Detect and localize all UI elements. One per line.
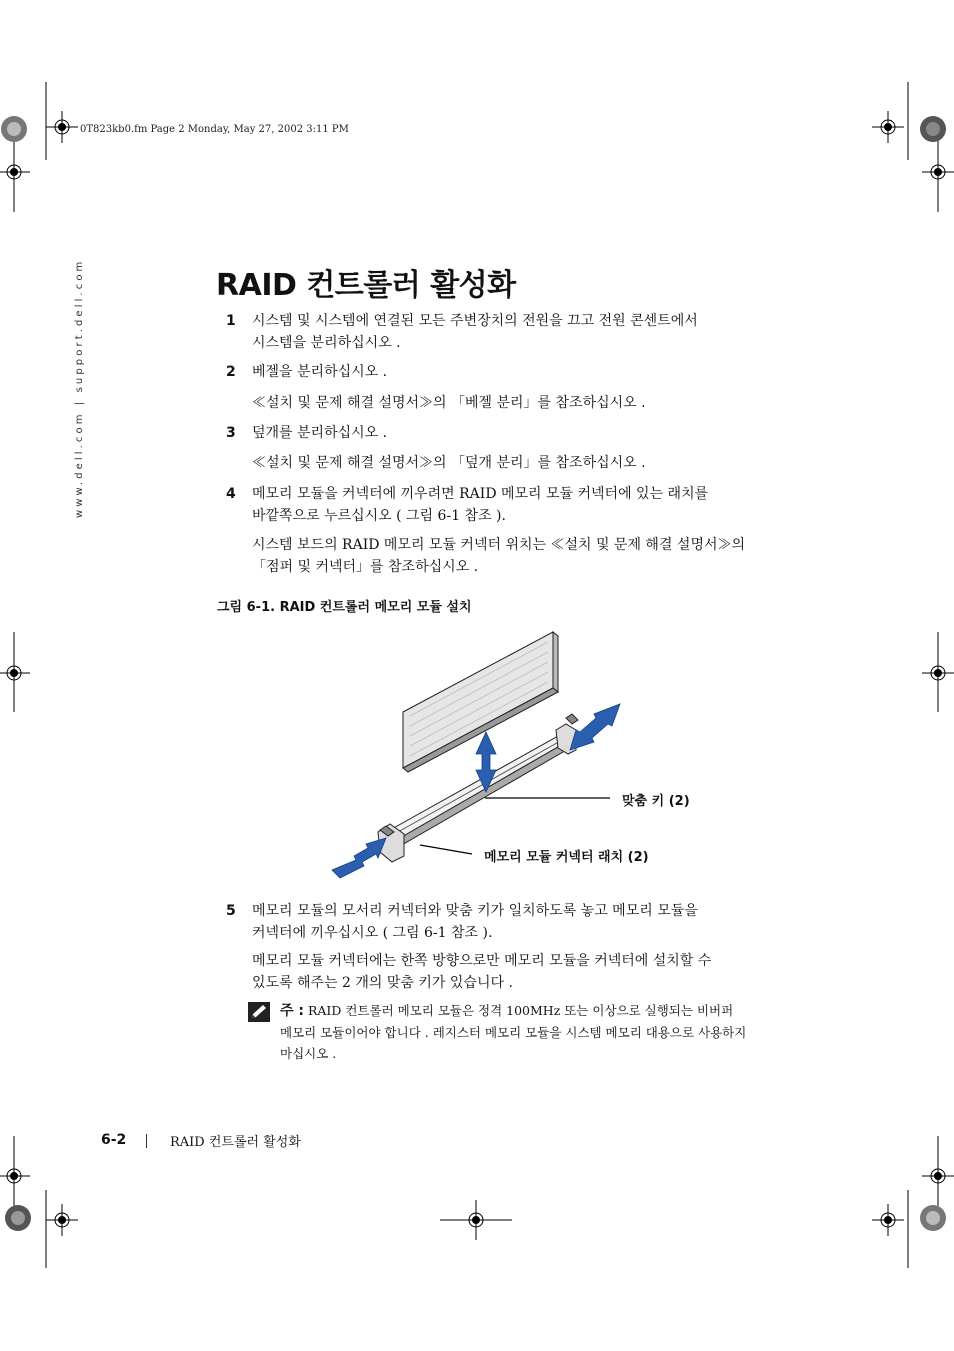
step-number: 1 [226,313,236,329]
footer-section-title: RAID 컨트롤러 활성화 [170,1135,301,1150]
side-url: www.dell.com | support.dell.com [74,258,85,518]
step-number: 3 [226,425,236,441]
step-text: 메모리 모듈을 커넥터에 끼우려면 RAID 메모리 모듈 커넥터에 있는 래치를 바깥쪽으로 누르십시오 ( 그림 6-1 참조 ). [252,486,709,524]
step-text: 베젤을 분리하십시오 . [252,364,388,380]
footer-separator [146,1134,147,1148]
step-text: 덮개를 분리하십시오 . [252,425,388,441]
step-number: 2 [226,364,236,380]
note-label: 주 : [280,1003,304,1019]
note-text: 주 : RAID 컨트롤러 메모리 모듈은 정격 100MHz 또는 이상으로 실행되는 비버퍼 메모리 모듈이어야 합니다 . 레지스터 메모리 모듈을 시스템 메모리 대용으로 사용하지 마십시오 . [280,1003,747,1061]
callout-connector-latch: 메모리 모듈 커넥터 래치 (2) [484,850,649,865]
figure-caption: 그림 6-1. RAID 컨트롤러 메모리 모듈 설치 [217,600,472,615]
callout-alignment-keys: 맞춤 키 (2) [622,794,690,809]
page-title: RAID 컨트롤러 활성화 [216,268,516,303]
step-text: 시스템 및 시스템에 연결된 모든 주변장치의 전원을 끄고 전원 콘센트에서 시스템을 분리하십시오 . [252,313,698,351]
page-number: 6-2 [101,1132,127,1148]
step-text: 메모리 모듈의 모서리 커넥터와 맞춤 키가 일치하도록 놓고 메모리 모듈을 커넥터에 끼우십시오 ( 그림 6-1 참조 ). [252,903,698,941]
step-sub-text: 메모리 모듈 커넥터에는 한쪽 방향으로만 메모리 모듈을 커넥터에 설치할 수 있도록 해주는 2 개의 맞춤 키가 있습니다 . [252,953,712,991]
step-number: 4 [226,486,236,502]
note-pencil-icon [248,1002,270,1022]
step-number: 5 [226,903,236,919]
file-header: 0T823kb0.fm Page 2 Monday, May 27, 2002 3:11 PM [80,124,349,135]
step-sub-text: 시스템 보드의 RAID 메모리 모듈 커넥터 위치는 ≪설치 및 문제 해결 설명서≫의 「점퍼 및 커넥터」를 참조하십시오 . [252,537,746,575]
step-sub-text: ≪설치 및 문제 해결 설명서≫의 「덮개 분리」를 참조하십시오 . [252,455,646,471]
step-sub-text: ≪설치 및 문제 해결 설명서≫의 「베젤 분리」를 참조하십시오 . [252,395,646,411]
memory-module-illustration [320,620,640,880]
